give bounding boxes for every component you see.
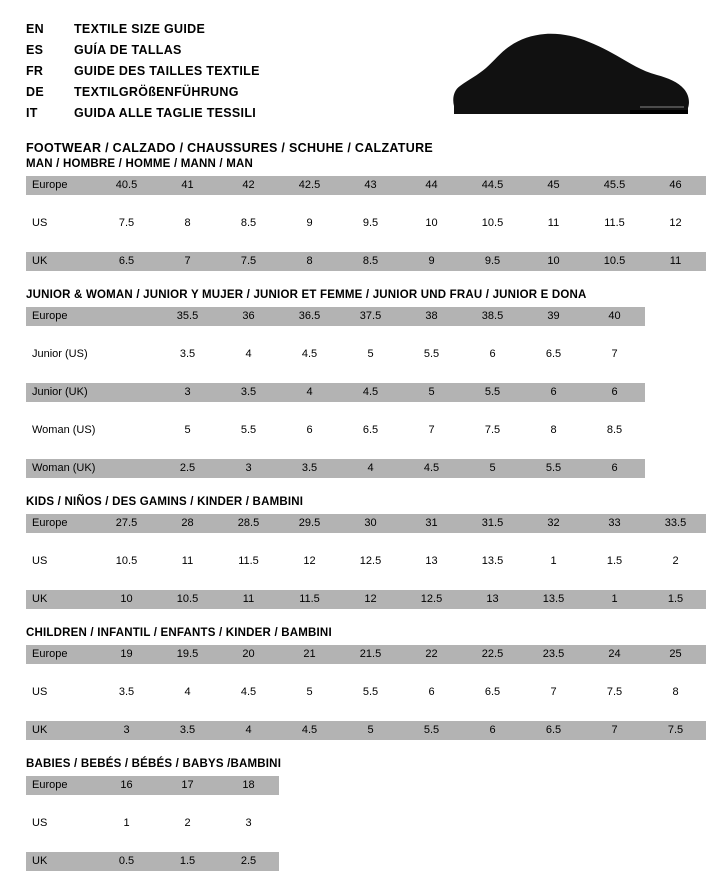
size-cell	[96, 421, 157, 440]
size-cell: 6	[584, 459, 645, 478]
size-cell: 11	[218, 590, 279, 609]
size-cell: 5	[340, 345, 401, 364]
size-cell: 2	[645, 552, 706, 571]
dress-shoe-icon	[444, 28, 694, 128]
row-label: Junior (UK)	[26, 383, 96, 402]
size-cell: 2.5	[218, 852, 279, 871]
row-spacer-cell	[26, 664, 706, 683]
row-spacer	[26, 795, 279, 814]
row-spacer	[26, 664, 706, 683]
size-cell: 11	[645, 252, 706, 271]
size-cell: 13.5	[462, 552, 523, 571]
language-code: ES	[26, 43, 44, 57]
size-cell	[96, 383, 157, 402]
size-table	[26, 645, 706, 740]
row-spacer-cell	[26, 795, 279, 814]
size-cell: 19.5	[157, 645, 218, 664]
language-title: GUÍA DE TALLAS	[74, 43, 182, 57]
size-cell: 12	[645, 214, 706, 233]
size-cell: 13	[462, 590, 523, 609]
size-cell: 4	[218, 345, 279, 364]
row-label: US	[26, 814, 96, 833]
size-cell: 1	[523, 552, 584, 571]
size-section-title: CHILDREN / INFANTIL / ENFANTS / KINDER / BAMBINI	[26, 627, 332, 639]
size-cell: 10	[96, 590, 157, 609]
row-label: UK	[26, 252, 96, 271]
table-row	[26, 683, 706, 702]
language-title: GUIDA ALLE TAGLIE TESSILI	[74, 106, 257, 120]
row-label: UK	[26, 721, 96, 740]
size-cell: 8	[523, 421, 584, 440]
size-cell	[96, 307, 157, 326]
size-cell: 6.5	[340, 421, 401, 440]
row-label: Junior (US)	[26, 345, 96, 364]
size-cell: 33	[584, 514, 645, 533]
size-cell: 10	[523, 252, 584, 271]
size-cell: 5.5	[340, 683, 401, 702]
size-section-title: KIDS / NIÑOS / DES GAMINS / KINDER / BAMBINI	[26, 496, 304, 508]
size-cell: 21	[279, 645, 340, 664]
size-cell: 5	[401, 383, 462, 402]
size-cell: 4	[279, 383, 340, 402]
size-cell: 8	[157, 214, 218, 233]
language-title: TEXTILGRÖßENFÜHRUNG	[74, 85, 239, 99]
size-cell: 3.5	[218, 383, 279, 402]
size-cell: 4.5	[279, 721, 340, 740]
size-cell: 5.5	[523, 459, 584, 478]
size-cell: 9	[401, 252, 462, 271]
size-cell: 10.5	[96, 552, 157, 571]
size-cell: 38	[401, 307, 462, 326]
size-cell: 8.5	[584, 421, 645, 440]
language-code: EN	[26, 22, 44, 36]
size-cell: 3.5	[157, 345, 218, 364]
table-row	[26, 345, 645, 364]
size-cell: 6.5	[462, 683, 523, 702]
size-cell: 29.5	[279, 514, 340, 533]
size-cell: 18	[218, 776, 279, 795]
size-section-title: JUNIOR & WOMAN / JUNIOR Y MUJER / JUNIOR ET FEMME / JUNIOR UND FRAU / JUNIOR E DONA	[26, 289, 587, 301]
size-cell: 12	[279, 552, 340, 571]
size-cell: 8	[645, 683, 706, 702]
size-cell: 4	[340, 459, 401, 478]
table-row	[26, 721, 706, 740]
size-sections	[26, 158, 694, 871]
size-section	[26, 158, 694, 271]
table-row	[26, 590, 706, 609]
row-label: Europe	[26, 776, 96, 795]
table-row	[26, 514, 706, 533]
row-label: Woman (UK)	[26, 459, 96, 478]
size-cell: 9.5	[462, 252, 523, 271]
row-label: UK	[26, 852, 96, 871]
row-label: Woman (US)	[26, 421, 96, 440]
size-cell: 5.5	[401, 345, 462, 364]
row-label: US	[26, 214, 96, 233]
size-table	[26, 176, 706, 271]
size-cell: 12.5	[340, 552, 401, 571]
size-cell: 44.5	[462, 176, 523, 195]
size-cell: 8.5	[340, 252, 401, 271]
size-cell: 7.5	[218, 252, 279, 271]
size-cell: 6	[523, 383, 584, 402]
language-title: TEXTILE SIZE GUIDE	[74, 22, 206, 36]
size-cell: 35.5	[157, 307, 218, 326]
size-cell: 4.5	[340, 383, 401, 402]
size-cell: 5.5	[401, 721, 462, 740]
row-label: US	[26, 683, 96, 702]
size-cell: 46	[645, 176, 706, 195]
size-cell: 3.5	[157, 721, 218, 740]
row-spacer	[26, 402, 645, 421]
size-cell: 3	[157, 383, 218, 402]
size-cell: 3	[96, 721, 157, 740]
row-spacer-cell	[26, 364, 645, 383]
row-spacer-cell	[26, 402, 645, 421]
size-cell: 6.5	[96, 252, 157, 271]
size-cell: 4.5	[218, 683, 279, 702]
size-cell: 4.5	[279, 345, 340, 364]
row-spacer-cell	[26, 833, 279, 852]
size-section	[26, 758, 694, 871]
size-cell: 11.5	[584, 214, 645, 233]
size-cell: 9.5	[340, 214, 401, 233]
size-cell: 5.5	[218, 421, 279, 440]
size-cell: 6	[279, 421, 340, 440]
size-cell: 1.5	[645, 590, 706, 609]
size-cell: 6	[462, 345, 523, 364]
size-cell: 22	[401, 645, 462, 664]
size-cell: 20	[218, 645, 279, 664]
size-cell: 40.5	[96, 176, 157, 195]
row-spacer-cell	[26, 195, 706, 214]
row-label: Europe	[26, 514, 96, 533]
size-cell: 12	[340, 590, 401, 609]
size-cell: 16	[96, 776, 157, 795]
size-cell: 21.5	[340, 645, 401, 664]
size-cell: 5	[279, 683, 340, 702]
size-cell: 1	[96, 814, 157, 833]
row-spacer	[26, 702, 706, 721]
table-row	[26, 852, 279, 871]
size-cell: 39	[523, 307, 584, 326]
table-row	[26, 776, 279, 795]
size-section	[26, 496, 694, 609]
size-cell: 10.5	[462, 214, 523, 233]
size-cell: 11.5	[279, 590, 340, 609]
size-section-title: BABIES / BEBÉS / BÉBÉS / BABYS /BAMBINI	[26, 758, 282, 770]
language-code: FR	[26, 64, 44, 78]
size-section	[26, 289, 694, 478]
row-spacer-cell	[26, 440, 645, 459]
row-spacer	[26, 326, 645, 345]
row-spacer-cell	[26, 326, 645, 345]
size-cell: 7	[523, 683, 584, 702]
size-cell: 7	[401, 421, 462, 440]
size-cell: 42.5	[279, 176, 340, 195]
size-cell: 28	[157, 514, 218, 533]
size-cell: 7	[157, 252, 218, 271]
size-cell: 43	[340, 176, 401, 195]
size-cell: 38.5	[462, 307, 523, 326]
size-cell: 33.5	[645, 514, 706, 533]
size-cell: 3	[218, 459, 279, 478]
size-cell: 45.5	[584, 176, 645, 195]
table-row	[26, 552, 706, 571]
table-row	[26, 214, 706, 233]
size-cell: 5	[340, 721, 401, 740]
size-table	[26, 514, 706, 609]
size-cell: 9	[279, 214, 340, 233]
size-cell: 7.5	[584, 683, 645, 702]
size-cell: 8.5	[218, 214, 279, 233]
size-cell: 22.5	[462, 645, 523, 664]
size-cell: 19	[96, 645, 157, 664]
size-cell: 23.5	[523, 645, 584, 664]
row-label: UK	[26, 590, 96, 609]
language-code: IT	[26, 106, 38, 120]
row-label: US	[26, 552, 96, 571]
size-cell	[96, 345, 157, 364]
size-cell: 12.5	[401, 590, 462, 609]
size-cell: 5	[462, 459, 523, 478]
table-row	[26, 307, 645, 326]
size-cell: 36	[218, 307, 279, 326]
language-code: DE	[26, 85, 44, 99]
row-label: Europe	[26, 307, 96, 326]
size-cell: 3.5	[96, 683, 157, 702]
size-cell: 4	[218, 721, 279, 740]
table-row	[26, 459, 645, 478]
size-cell: 7.5	[96, 214, 157, 233]
size-cell: 17	[157, 776, 218, 795]
row-spacer	[26, 195, 706, 214]
table-row	[26, 252, 706, 271]
row-spacer	[26, 440, 645, 459]
row-spacer-cell	[26, 233, 706, 252]
size-cell: 4	[157, 683, 218, 702]
row-spacer-cell	[26, 533, 706, 552]
row-label: Europe	[26, 176, 96, 195]
size-cell: 11.5	[218, 552, 279, 571]
size-section-title: MAN / HOMBRE / HOMME / MANN / MAN	[26, 158, 254, 170]
size-cell: 10.5	[584, 252, 645, 271]
size-cell: 7.5	[462, 421, 523, 440]
category-line: FOOTWEAR / CALZADO / CHAUSSURES / SCHUHE / CALZATURE	[26, 141, 434, 155]
size-cell: 3	[218, 814, 279, 833]
size-cell: 41	[157, 176, 218, 195]
language-title: GUIDE DES TAILLES TEXTILE	[74, 64, 260, 78]
size-table	[26, 776, 279, 871]
size-cell: 6.5	[523, 345, 584, 364]
size-cell: 7	[584, 721, 645, 740]
table-row	[26, 645, 706, 664]
size-section	[26, 627, 694, 740]
size-cell: 13.5	[523, 590, 584, 609]
row-spacer	[26, 364, 645, 383]
size-cell: 6.5	[523, 721, 584, 740]
size-cell: 5	[157, 421, 218, 440]
size-cell: 2	[157, 814, 218, 833]
size-cell: 8	[279, 252, 340, 271]
size-cell: 36.5	[279, 307, 340, 326]
row-spacer-cell	[26, 702, 706, 721]
row-spacer	[26, 833, 279, 852]
size-cell: 10.5	[157, 590, 218, 609]
table-row	[26, 176, 706, 195]
size-table	[26, 307, 645, 478]
row-spacer	[26, 533, 706, 552]
size-cell: 37.5	[340, 307, 401, 326]
size-cell: 1	[584, 590, 645, 609]
size-cell: 45	[523, 176, 584, 195]
size-cell: 11	[523, 214, 584, 233]
size-cell: 13	[401, 552, 462, 571]
table-row	[26, 814, 279, 833]
table-row	[26, 383, 645, 402]
size-cell: 6	[401, 683, 462, 702]
size-cell: 40	[584, 307, 645, 326]
row-spacer	[26, 571, 706, 590]
size-cell: 1.5	[584, 552, 645, 571]
size-cell: 28.5	[218, 514, 279, 533]
size-cell: 10	[401, 214, 462, 233]
size-cell: 44	[401, 176, 462, 195]
size-cell: 7	[584, 345, 645, 364]
page-header	[26, 22, 694, 155]
row-spacer	[26, 233, 706, 252]
size-cell: 1.5	[157, 852, 218, 871]
size-cell: 6	[462, 721, 523, 740]
size-cell: 6	[584, 383, 645, 402]
size-cell: 31.5	[462, 514, 523, 533]
size-cell: 24	[584, 645, 645, 664]
size-cell: 27.5	[96, 514, 157, 533]
size-cell: 25	[645, 645, 706, 664]
size-cell: 11	[157, 552, 218, 571]
row-spacer-cell	[26, 571, 706, 590]
size-cell: 4.5	[401, 459, 462, 478]
size-cell: 0.5	[96, 852, 157, 871]
size-cell: 42	[218, 176, 279, 195]
size-cell: 5.5	[462, 383, 523, 402]
size-cell: 3.5	[279, 459, 340, 478]
size-cell: 30	[340, 514, 401, 533]
size-cell: 32	[523, 514, 584, 533]
size-cell: 2.5	[157, 459, 218, 478]
table-row	[26, 421, 645, 440]
size-cell: 31	[401, 514, 462, 533]
size-cell	[96, 459, 157, 478]
size-cell: 7.5	[645, 721, 706, 740]
row-label: Europe	[26, 645, 96, 664]
